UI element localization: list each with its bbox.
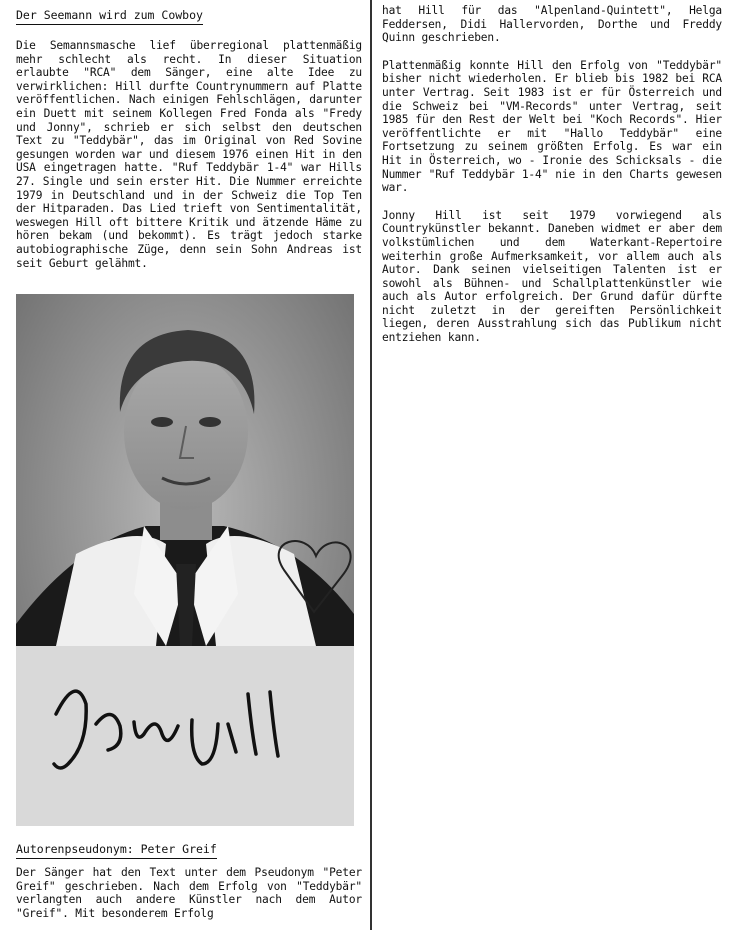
paragraph: Jonny Hill ist seit 1979 vorwiegend als Countrykünstler bekannt. Daneben widmet er aber dem volkstümlichen und dem Waterkant-Repertoire weiterhin große Aufmerksamkeit, vor allem auch als Autor. Dank seinen vielseitigen Talenten ist er sowohl als Bühnen- und Schallplattenkünstler wie auch als Autor erfolgreich. Der Grund dafür dürfte nicht zuletzt in der gereiften Persönlichkeit liegen, deren Ausstrahlung sich das Publikum nicht entziehen kann. [382, 208, 722, 345]
section-heading: Der Seemann wird zum Cowboy [16, 7, 203, 25]
left-column [16, 4, 362, 270]
right-column [382, 4, 722, 345]
paragraph: Plattenmäßig konnte Hill den Erfolg von "Teddybär" bisher nicht wiederholen. Er blieb bis 1982 bei RCA unter Vertrag. Seit 1983 ist er für Österreich und die Schweiz bei "VM-Records" unter Vertrag, seit 1985 für den Rest der Welt bei "Koch Records". Hier veröffentlichte er mit "Hallo Teddybär" eine Fortsetzung zu seinem größten Erfolg. Es war ein Hit in Österreich, wo - Ironie des Schicksals - die Nummer "Ruf Teddybär 1-4" nie in den Charts gewesen war. [382, 58, 722, 195]
paragraph: hat Hill für das "Alpenland-Quintett", Helga Feddersen, Didi Hallervorden, Dorthe und Freddy Quinn geschrieben. [382, 4, 722, 45]
portrait-photo [16, 294, 354, 826]
section-heading: Autorenpseudonym: Peter Greif [16, 841, 217, 859]
paragraph: Die Semannsmasche lief überregional plattenmäßig mehr schlecht als recht. In dieser Situation erlaubte "RCA" dem Sänger, eine alte Idee zu verwirklichen: Hill durfte Countrynummern auf Platte veröffentlichen. Nach einigen Fehlschlägen, darunter ein Duett mit seinem Kollegen Fred Fonda als "Fredy und Jonny", schrieb er sich selbst den deutschen Text zu "Teddybär", das im Original von Red Sovine gesungen worden war und diesem 1976 einen Hit in den USA eingetragen hatte. "Ruf Teddybär 1-4" war Hills 27. Single und sein erster Hit. Die Nummer erreichte 1979 in Deutschland und in der Schweiz die Top Ten der Hitparaden. Das Lied trieft von Sentimentalität, weswegen Hill oft bittere Kritik und ätzende Häme zu hören bekam (und bekommt). Es trägt jedoch starke autobiographische Züge, denn sein Sohn Andreas ist seit Geburt gelähmt. [16, 39, 362, 270]
section-heading-2 [16, 838, 217, 859]
column-divider [370, 0, 372, 930]
portrait-illustration [16, 294, 354, 826]
paragraph: Der Sänger hat den Text unter dem Pseudonym "Peter Greif" geschrieben. Nach dem Erfolg von "Teddybär" verlangten auch andere Künstler nach dem Autor "Greif". Mit besonderem Erfolg [16, 866, 362, 920]
bottom-paragraph [16, 866, 362, 920]
